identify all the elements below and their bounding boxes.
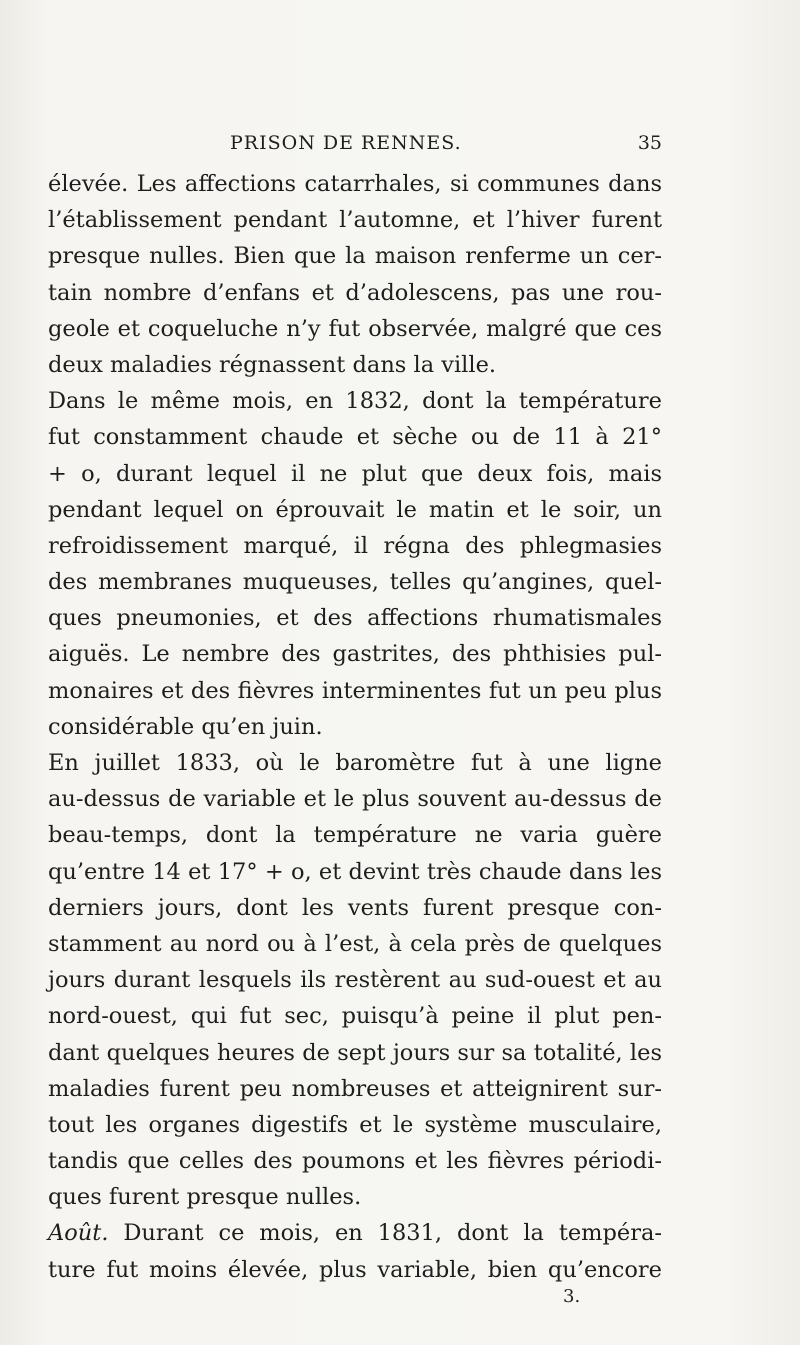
text-line: refroidissement marqué, il régna des phlegmasies	[48, 532, 662, 559]
text-line: jours durant lesquels ils restèrent au sud-ouest et au	[48, 967, 662, 994]
running-title: PRISON DE RENNES.	[230, 132, 462, 154]
text-line: derniers jours, dont les vents furent presque con-	[48, 894, 662, 921]
signature-mark: 3.	[563, 1286, 581, 1307]
text-line: élevée. Les affections catarrhales, si communes dans	[48, 171, 662, 197]
text-line: deux maladies régnassent dans la ville.	[48, 351, 497, 378]
text-line: En juillet 1833, où le baromètre fut à une ligne	[48, 750, 662, 776]
text-line: des membranes muqueuses, telles qu’angines, quel-	[48, 569, 662, 596]
text-line: pendant lequel on éprouvait le matin et le soir, un	[48, 496, 662, 523]
text-line: ture fut moins élevée, plus variable, bien qu’encore	[48, 1256, 662, 1283]
text-line: maladies furent peu nombreuses et atteignirent sur-	[48, 1075, 662, 1102]
text-line: Dans le même mois, en 1832, dont la température	[48, 388, 662, 415]
page-header	[48, 128, 662, 158]
italic-month-label: Août.	[48, 1220, 109, 1247]
text-line: qu’entre 14 et 17° + o, et devint très chaude dans les	[48, 858, 662, 885]
page-number: 35	[637, 132, 662, 154]
text-line: aiguës. Le nembre des gastrites, des phthisies pul-	[48, 641, 662, 668]
text-line: dant quelques heures de sept jours sur sa totalité, les	[48, 1039, 662, 1066]
text-line: l’établissement pendant l’automne, et l’hiver furent	[48, 207, 662, 234]
text-line: ques furent presque nulles.	[48, 1184, 362, 1211]
text-line: tain nombre d’enfans et d’adolescens, pas une rou-	[48, 279, 662, 306]
text-line: stamment au nord ou à l’est, à cela près de quelques	[48, 930, 662, 957]
text-line: presque nulles. Bien que la maison renferme un cer-	[48, 243, 662, 270]
text-line: au-dessus de variable et le plus souvent au-dessus de	[48, 786, 662, 813]
text-line: monaires et des fièvres interminentes fut un peu plus	[48, 677, 662, 704]
text-line: beau-temps, dont la température ne varia guère	[48, 822, 662, 849]
text-line: nord-ouest, qui fut sec, puisqu’à peine il plut pen-	[48, 1003, 662, 1030]
text-line: tandis que celles des poumons et les fièvres périodi-	[48, 1148, 662, 1175]
text-line: fut constamment chaude et sèche ou de 11 à 21°	[48, 424, 662, 451]
text-line: considérable qu’en juin.	[48, 713, 323, 740]
text-line: Août. Durant ce mois, en 1831, dont la tempéra-	[48, 1220, 662, 1247]
text-line: tout les organes digestifs et le système musculaire,	[48, 1111, 662, 1138]
body-text	[48, 166, 662, 1288]
text-line: geole et coqueluche n’y fut observée, malgré que ces	[48, 315, 662, 342]
text-line: ques pneumonies, et des affections rhumatismales	[48, 605, 662, 632]
text-line: + o, durant lequel il ne plut que deux fois, mais	[48, 460, 662, 487]
